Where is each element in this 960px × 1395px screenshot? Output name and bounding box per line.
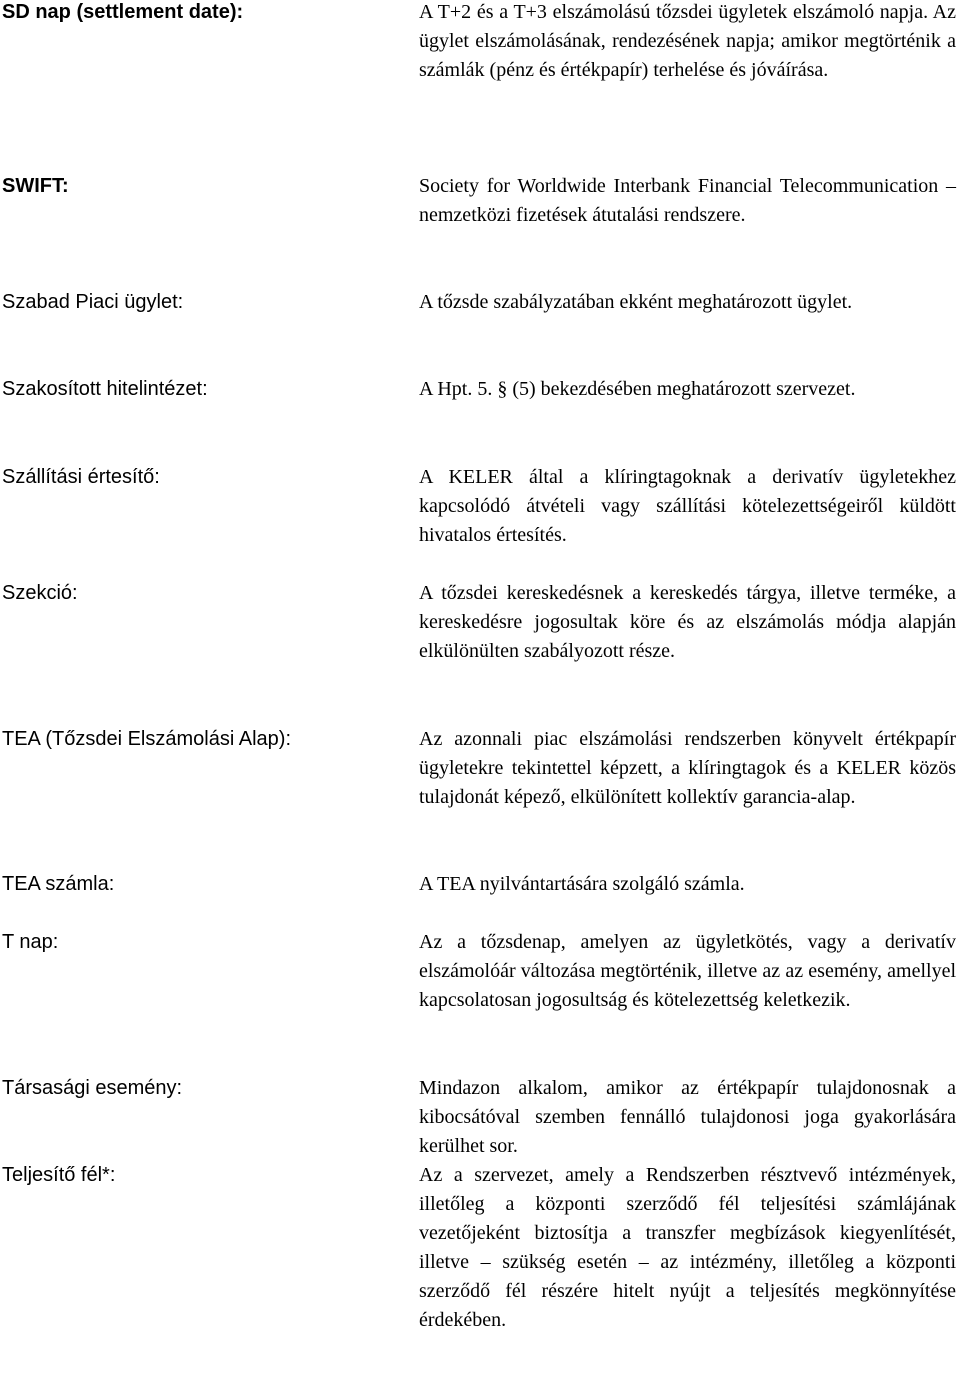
term-definition: A tőzsdei kereskedésnek a kereskedés tárgya, illetve terméke, a kereskedésre jogosultak köre és az elszámolás módja alapján elkülönülten szabályozott része. <box>419 582 956 662</box>
term-label: Szakosított hitelintézet: <box>2 378 208 400</box>
term-label: T nap: <box>2 931 59 953</box>
term-definition: A KELER által a klíringtagoknak a derivatív ügyletekhez kapcsolódó átvételi vagy szállítási kötelezettségeiről küldött hivatalos értesítés. <box>419 466 956 546</box>
term-definition: Society for Worldwide Interbank Financial Telecommunication – nemzetközi fizetések átutalási rendszere. <box>419 175 956 226</box>
term-label: SD nap (settlement date): <box>2 1 244 23</box>
term-definition: A TEA nyilvántartására szolgáló számla. <box>419 873 745 895</box>
term-definition: A T+2 és a T+3 elszámolású tőzsdei ügyletek elszámoló napja. Az ügylet elszámolásának, rendezésének napja; amikor megtörténik a számlák (pénz és értékpapír) terhelése és jóváírása. <box>419 1 956 81</box>
term-definition: A Hpt. 5. § (5) bekezdésében meghatározott szervezet. <box>419 378 856 400</box>
term-label: TEA számla: <box>2 873 115 895</box>
term-label: SWIFT: <box>2 175 69 197</box>
term-label: TEA (Tőzsdei Elszámolási Alap): <box>2 728 291 750</box>
term-definition: Az a tőzsdenap, amelyen az ügyletkötés, vagy a derivatív elszámolóár változása megtörténik, illetve az az esemény, amellyel kapcsolatosan jogosultság és kötelezettség keletkezik. <box>419 931 956 1011</box>
term-label: Szekció: <box>2 582 78 604</box>
term-definition: A tőzsde szabályzatában ekként meghatározott ügylet. <box>419 291 853 313</box>
term-label: Társasági esemény: <box>2 1077 183 1099</box>
term-label: Szabad Piaci ügylet: <box>2 291 184 313</box>
term-definition: Az azonnali piac elszámolási rendszerben könyvelt értékpapír ügyletekre tekintettel képzett, a klíringtagok és a KELER közös tulajdonát képező, elkülönített kollektív garancia-alap. <box>419 728 956 808</box>
term-definition: Az a szervezet, amely a Rendszerben résztvevő intézmények, illetőleg a központi szerződő fél teljesítési számlájának vezetőjeként biztosítja a transzfer megbízások kiegyenlítését, illetve – szükség esetén – az intézmény, illetőleg a központi szerződő fél részére hitelt nyújt a teljesítés megkönnyítése érdekében. <box>419 1164 956 1331</box>
term-definition: Mindazon alkalom, amikor az értékpapír tulajdonosnak a kibocsátóval szemben fennálló tulajdonosi joga gyakorlására kerülhet sor. <box>419 1077 956 1157</box>
term-label: Teljesítő fél*: <box>2 1164 116 1186</box>
term-label: Szállítási értesítő: <box>2 466 160 488</box>
